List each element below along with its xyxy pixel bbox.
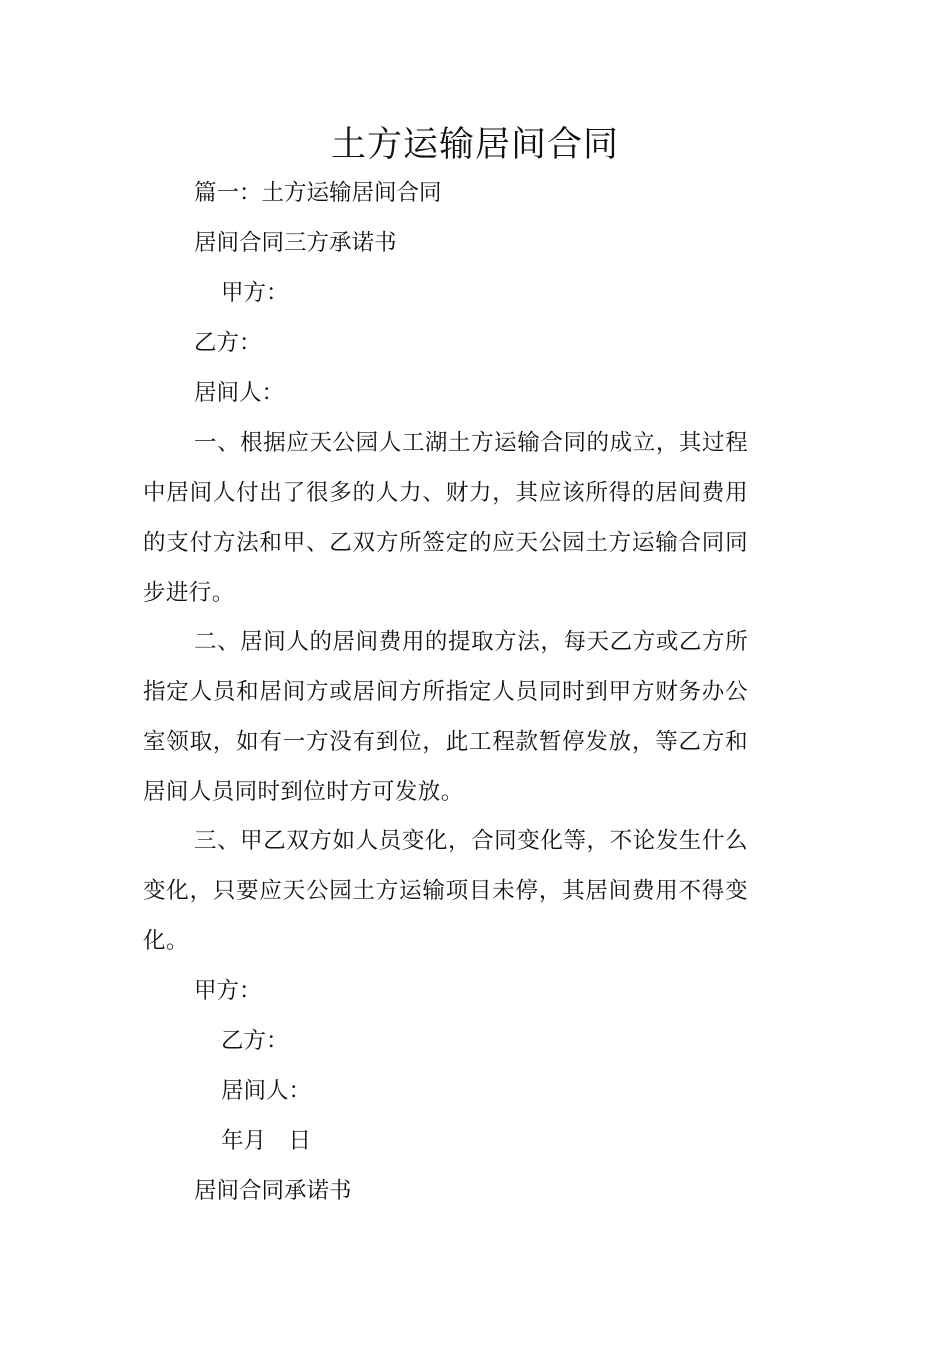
signature-party-b: 乙方： (221, 1028, 289, 1054)
document-title: 土方运输居间合同 (330, 125, 619, 165)
signature-intermediary: 居间人： (221, 1078, 312, 1104)
party-b-label: 乙方： (194, 330, 262, 356)
document-subtitle: 居间合同三方承诺书 (194, 230, 397, 256)
signature-party-a: 甲方： (194, 978, 262, 1004)
signature-date: 年月 日 (221, 1128, 312, 1154)
intermediary-label: 居间人： (194, 380, 285, 406)
section-heading: 篇一：土方运输居间合同 (194, 180, 442, 206)
clause-2: 二、居间人的居间费用的提取方法，每天乙方或乙方所指定人员和居间方或居间方所指定人员同时到甲方财务办公室领取，如有一方没有到位，此工程款暂停发放，等乙方和居间人员同时到位时方可发放。 (143, 629, 748, 805)
clause-3: 三、甲乙双方如人员变化，合同变化等，不论发生什么变化，只要应天公园土方运输项目未停，其居间费用不得变化。 (143, 828, 748, 954)
next-section-heading: 居间合同承诺书 (194, 1178, 352, 1204)
party-a-label: 甲方： (221, 280, 289, 306)
clause-1: 一、根据应天公园人工湖土方运输合同的成立，其过程中居间人付出了很多的人力、财力，其应该所得的居间费用的支付方法和甲、乙双方所签定的应天公园土方运输合同同步进行。 (143, 430, 748, 606)
